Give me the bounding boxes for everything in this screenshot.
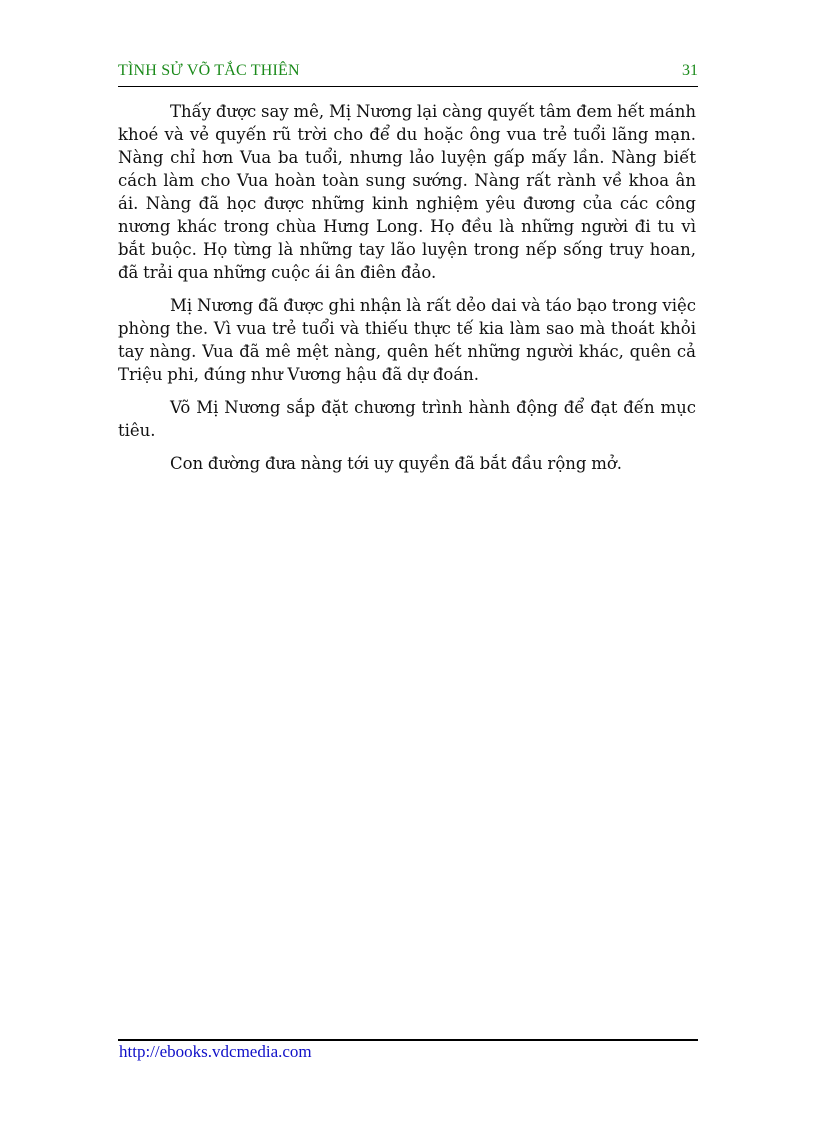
paragraph-2: Mị Nương đã được ghi nhận là rất dẻo dai và táo bạo trong việc phòng the. Vì vua trẻ tuổi và thiếu thực tế kia làm sao mà thoát khỏi tay nàng. Vua đã mê mệt nàng, quên hết những người khác, quên cả Triệu phi, đúng như Vương hậu đã dự đoán.	[118, 296, 696, 384]
running-header	[118, 60, 698, 87]
paragraph-1: Thấy được say mê, Mị Nương lại càng quyết tâm đem hết mánh khoé và vẻ quyến rũ trời cho để du hoặc ông vua trẻ tuổi lãng mạn. Nàng chỉ hơn Vua ba tuổi, nhưng lảo luyện gấp mấy lần. Nàng biết cách làm cho Vua hoàn toàn sung sướng. Nàng rất rành về khoa ân ái. Nàng đã học được những kinh nghiệm yêu đương của các công nương khác trong chùa Hưng Long. Họ đều là những người đi tu vì bắt buộc. Họ từng là những tay lão luyện trong nếp sống truy hoan, đã trải qua những cuộc ái ân điên đảo.	[118, 102, 696, 282]
source-website-link[interactable]: http://ebooks.vdcmedia.com	[119, 1042, 312, 1061]
footer-divider	[118, 1039, 698, 1041]
chapter-body	[118, 100, 696, 485]
book-title: TÌNH SỬ VÕ TẮC THIÊN	[118, 62, 300, 79]
page-number: 31	[682, 62, 698, 79]
paragraph-4: Con đường đưa nàng tới uy quyền đã bắt đầu rộng mở.	[170, 454, 623, 473]
paragraph-3: Võ Mị Nương sắp đặt chương trình hành động để đạt đến mục tiêu.	[118, 398, 696, 440]
